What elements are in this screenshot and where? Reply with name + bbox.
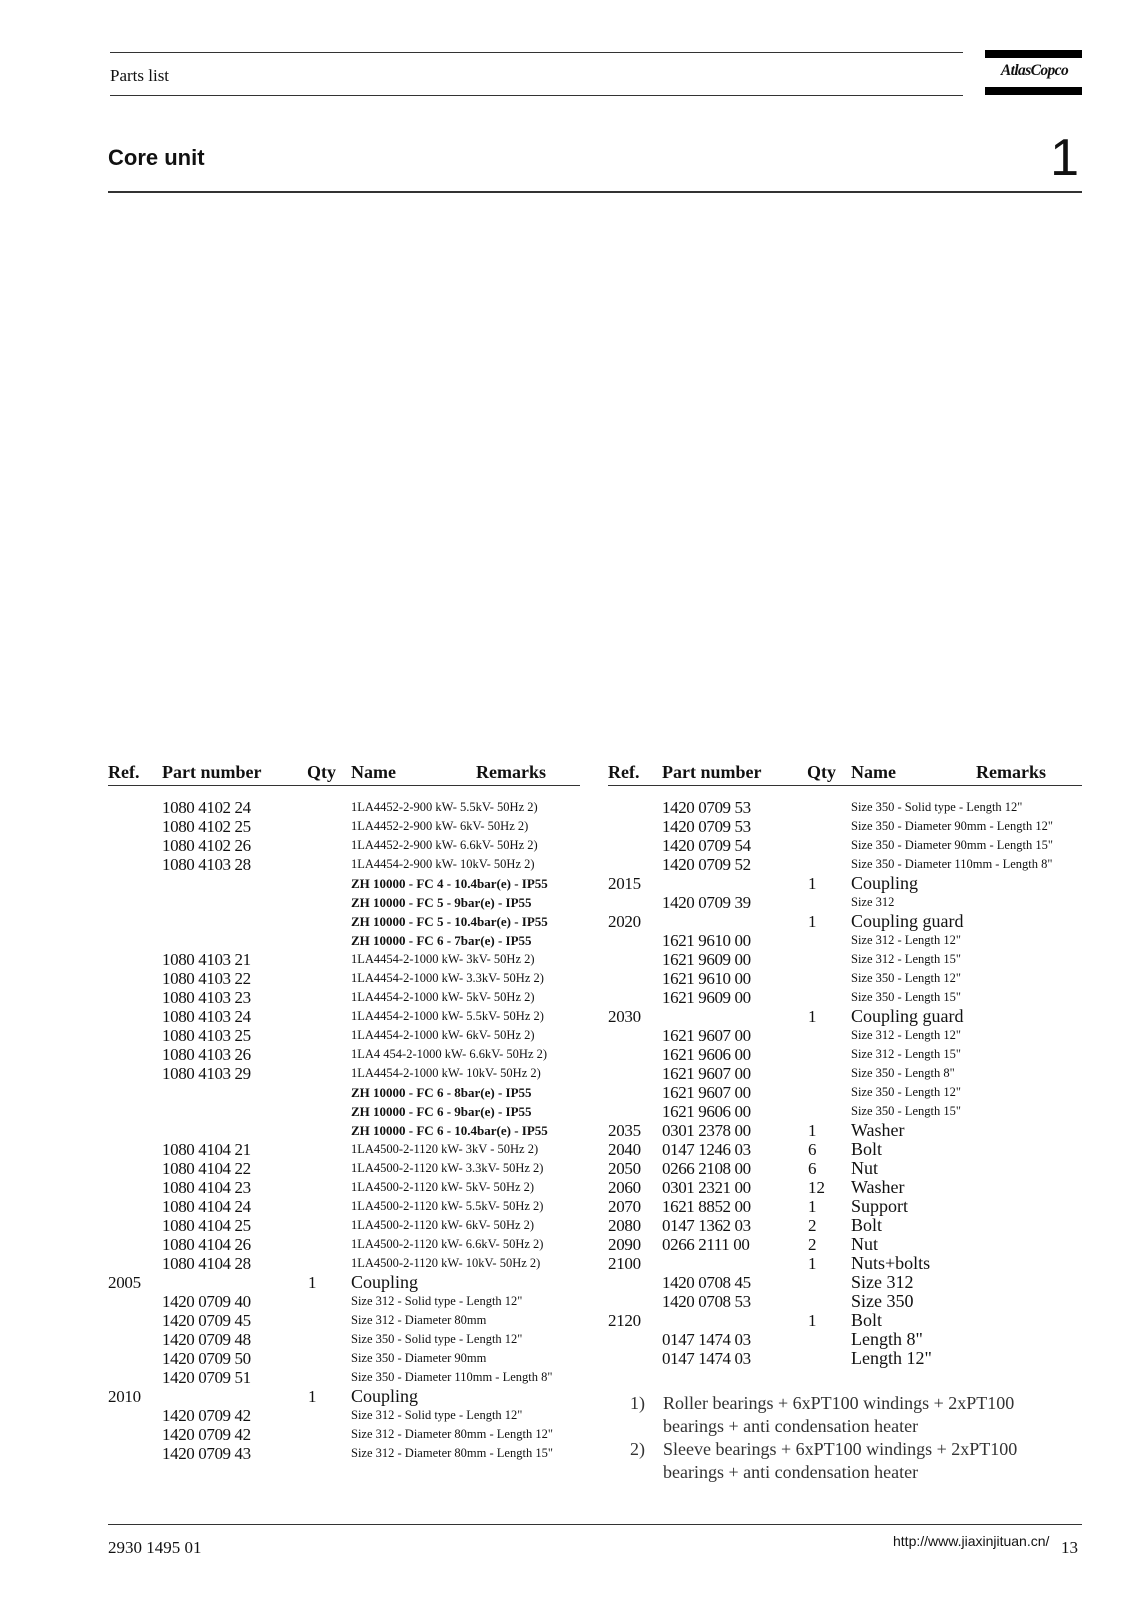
part-number-cell: 1080 4103 24 xyxy=(162,1007,251,1026)
name-cell: ZH 10000 - FC 6 - 9bar(e) - IP55 xyxy=(351,1104,532,1119)
ref-cell: 2015 xyxy=(608,874,641,893)
table-row xyxy=(108,969,580,988)
name-cell: Size 350 - Length 8" xyxy=(851,1066,955,1080)
col-part-number: Part number xyxy=(162,762,262,782)
name-cell: Bolt xyxy=(851,1215,883,1235)
name-cell: Size 312 - Diameter 80mm - Length 12" xyxy=(351,1427,553,1441)
part-number-cell: 1080 4103 25 xyxy=(162,1026,251,1045)
name-cell: 1LA4454-2-1000 kW- 5.5kV- 50Hz 2) xyxy=(351,1009,544,1023)
qty-cell: 12 xyxy=(808,1178,825,1197)
col-remarks: Remarks xyxy=(976,762,1046,782)
part-number-cell: 0266 2108 00 xyxy=(662,1159,751,1178)
name-cell: 1LA4500-2-1120 kW- 10kV- 50Hz 2) xyxy=(351,1256,541,1270)
name-cell: Size 312 - Diameter 80mm - Length 15" xyxy=(351,1446,553,1460)
source-url[interactable]: http://www.jiaxinjituan.cn/ xyxy=(893,1533,1050,1549)
table-row xyxy=(108,836,580,855)
name-cell: 1LA4452-2-900 kW- 5.5kV- 50Hz 2) xyxy=(351,800,538,814)
qty-cell: 1 xyxy=(808,874,817,893)
name-cell: 1LA4454-2-1000 kW- 5kV- 50Hz 2) xyxy=(351,990,535,1004)
part-number-cell: 1621 9607 00 xyxy=(662,1064,751,1083)
ref-cell: 2100 xyxy=(608,1254,641,1273)
part-number-cell: 1420 0709 50 xyxy=(162,1349,251,1368)
footnote-text: Roller bearings + 6xPT100 windings + 2xPT100 xyxy=(663,1393,1015,1413)
name-cell: Coupling xyxy=(851,873,919,893)
part-number-cell: 1080 4104 26 xyxy=(162,1235,251,1254)
table-row xyxy=(108,1216,580,1235)
ref-cell: 2120 xyxy=(608,1311,641,1330)
qty-cell: 1 xyxy=(808,1311,817,1330)
name-cell: 1LA4500-2-1120 kW- 6.6kV- 50Hz 2) xyxy=(351,1237,544,1251)
table-row xyxy=(108,1444,580,1463)
table-row xyxy=(608,1083,1082,1102)
table-row xyxy=(608,969,1082,988)
name-cell: Washer xyxy=(851,1177,905,1197)
part-number-cell: 1420 0709 42 xyxy=(162,1425,251,1444)
part-number-cell: 1621 9607 00 xyxy=(662,1026,751,1045)
part-number-cell: 1080 4103 21 xyxy=(162,950,251,969)
table-row xyxy=(108,912,580,931)
name-cell: 1LA4 454-2-1000 kW- 6.6kV- 50Hz 2) xyxy=(351,1047,548,1061)
name-cell: 1LA4500-2-1120 kW- 5.5kV- 50Hz 2) xyxy=(351,1199,544,1213)
part-number-cell: 1420 0708 45 xyxy=(662,1273,751,1292)
table-row xyxy=(608,1140,1082,1159)
table-row xyxy=(108,1235,580,1254)
part-number-cell: 1420 0709 54 xyxy=(662,836,751,855)
name-cell: Nut xyxy=(851,1234,878,1254)
footnote-1 xyxy=(630,1393,1070,1439)
table-row xyxy=(608,798,1082,817)
part-number-cell: 1621 8852 00 xyxy=(662,1197,751,1216)
part-number-cell: 0147 1474 03 xyxy=(662,1349,751,1368)
name-cell: Size 312 xyxy=(851,895,895,909)
name-cell: Size 312 - Length 15" xyxy=(851,1047,961,1061)
page-number: 13 xyxy=(1061,1538,1078,1557)
name-cell: Bolt xyxy=(851,1139,883,1159)
part-number-cell: 0301 2321 00 xyxy=(662,1178,751,1197)
table-row xyxy=(108,1425,580,1444)
part-number-cell: 0147 1362 03 xyxy=(662,1216,751,1235)
table-row xyxy=(108,1102,580,1121)
table-row xyxy=(108,988,580,1007)
table-row xyxy=(608,931,1082,950)
table-row xyxy=(108,1406,580,1425)
name-cell: ZH 10000 - FC 6 - 7bar(e) - IP55 xyxy=(351,933,532,948)
col-part-number: Part number xyxy=(662,762,762,782)
name-cell: 1LA4454-2-1000 kW- 10kV- 50Hz 2) xyxy=(351,1066,541,1080)
col-remarks: Remarks xyxy=(476,762,546,782)
table-row xyxy=(608,1064,1082,1083)
name-cell: ZH 10000 - FC 4 - 10.4bar(e) - IP55 xyxy=(351,876,548,891)
part-number-cell: 1080 4104 25 xyxy=(162,1216,251,1235)
header-top-rule xyxy=(110,52,963,53)
table-row xyxy=(608,1121,1082,1140)
table-row xyxy=(608,912,1082,931)
name-cell: 1LA4500-2-1120 kW- 5kV- 50Hz 2) xyxy=(351,1180,535,1194)
name-cell: Size 312 xyxy=(851,1272,914,1292)
part-number-cell: 1420 0709 40 xyxy=(162,1292,251,1311)
name-cell: 1LA4452-2-900 kW- 6kV- 50Hz 2) xyxy=(351,819,529,833)
col-ref: Ref. xyxy=(608,762,640,782)
part-number-cell: 1080 4103 23 xyxy=(162,988,251,1007)
table-row xyxy=(608,1159,1082,1178)
table-row xyxy=(608,1292,1082,1311)
part-number-cell: 1420 0709 48 xyxy=(162,1330,251,1349)
name-cell: Size 350 - Diameter 110mm - Length 8" xyxy=(351,1370,553,1384)
qty-cell: 1 xyxy=(808,1007,817,1026)
table-row xyxy=(108,1007,580,1026)
table-row xyxy=(108,817,580,836)
name-cell: Coupling xyxy=(351,1272,419,1292)
qty-cell: 1 xyxy=(308,1273,317,1292)
name-cell: ZH 10000 - FC 6 - 10.4bar(e) - IP55 xyxy=(351,1123,548,1138)
part-number-cell: 1420 0709 43 xyxy=(162,1444,251,1463)
qty-cell: 1 xyxy=(808,912,817,931)
table-row xyxy=(108,1387,580,1406)
ref-cell: 2035 xyxy=(608,1121,641,1140)
right-header-rule xyxy=(608,785,1082,786)
name-cell: Size 312 - Solid type - Length 12" xyxy=(351,1408,523,1422)
name-cell: Length 12" xyxy=(851,1348,932,1368)
table-row xyxy=(108,1140,580,1159)
name-cell: Washer xyxy=(851,1120,905,1140)
name-cell: Size 350 - Length 15" xyxy=(851,1104,961,1118)
name-cell: Nuts+bolts xyxy=(851,1253,931,1273)
table-row xyxy=(608,855,1082,874)
qty-cell: 1 xyxy=(808,1254,817,1273)
ref-cell: 2010 xyxy=(108,1387,141,1406)
left-parts-table xyxy=(108,798,580,1463)
table-row xyxy=(608,1311,1082,1330)
part-number-cell: 1080 4102 24 xyxy=(162,798,251,817)
part-number-cell: 1080 4104 21 xyxy=(162,1140,251,1159)
name-cell: Size 350 - Length 12" xyxy=(851,971,961,985)
name-cell: Size 312 - Diameter 80mm xyxy=(351,1313,487,1327)
ref-cell: 2070 xyxy=(608,1197,641,1216)
name-cell: 1LA4452-2-900 kW- 6.6kV- 50Hz 2) xyxy=(351,838,538,852)
name-cell: 1LA4454-2-900 kW- 10kV- 50Hz 2) xyxy=(351,857,535,871)
name-cell: Nut xyxy=(851,1158,878,1178)
name-cell: Size 350 - Solid type - Length 12" xyxy=(351,1332,523,1346)
name-cell: Coupling guard xyxy=(851,1006,964,1026)
part-number-cell: 1080 4103 26 xyxy=(162,1045,251,1064)
table-row xyxy=(108,1311,580,1330)
table-row xyxy=(608,1235,1082,1254)
name-cell: Size 350 - Solid type - Length 12" xyxy=(851,800,1023,814)
ref-cell: 2060 xyxy=(608,1178,641,1197)
name-cell: 1LA4454-2-1000 kW- 3kV- 50Hz 2) xyxy=(351,952,535,966)
table-row xyxy=(608,950,1082,969)
part-number-cell: 1420 0709 39 xyxy=(662,893,751,912)
table-row xyxy=(108,1330,580,1349)
part-number-cell: 1621 9609 00 xyxy=(662,988,751,1007)
part-number-cell: 1420 0709 52 xyxy=(662,855,751,874)
table-row xyxy=(608,836,1082,855)
table-row xyxy=(108,1064,580,1083)
table-row xyxy=(108,1368,580,1387)
name-cell: Size 312 - Length 12" xyxy=(851,1028,961,1042)
right-parts-table xyxy=(608,798,1082,1368)
name-cell: Bolt xyxy=(851,1310,883,1330)
chapter-number: 1 xyxy=(1050,129,1079,187)
table-row xyxy=(608,1007,1082,1026)
name-cell: 1LA4500-2-1120 kW- 6kV- 50Hz 2) xyxy=(351,1218,535,1232)
part-number-cell: 1080 4103 29 xyxy=(162,1064,251,1083)
part-number-cell: 0147 1246 03 xyxy=(662,1140,751,1159)
name-cell: Size 350 - Diameter 110mm - Length 8" xyxy=(851,857,1053,871)
part-number-cell: 1621 9610 00 xyxy=(662,931,751,950)
table-row xyxy=(108,1083,580,1102)
part-number-cell: 1420 0708 53 xyxy=(662,1292,751,1311)
name-cell: Size 350 - Diameter 90mm - Length 12" xyxy=(851,819,1053,833)
qty-cell: 1 xyxy=(308,1387,317,1406)
header-bottom-rule xyxy=(110,95,963,96)
name-cell: Length 8" xyxy=(851,1329,923,1349)
footnote-text: bearings + anti condensation heater xyxy=(663,1416,919,1436)
name-cell: Size 350 - Length 12" xyxy=(851,1085,961,1099)
brand-wordmark: AtlasCopco xyxy=(1000,62,1069,79)
col-name: Name xyxy=(851,762,896,782)
table-row xyxy=(608,1216,1082,1235)
table-row xyxy=(608,1254,1082,1273)
page-title: Core unit xyxy=(108,145,205,170)
table-row xyxy=(108,1197,580,1216)
name-cell: Size 350 - Length 15" xyxy=(851,990,961,1004)
name-cell: Size 312 - Length 12" xyxy=(851,933,961,947)
part-number-cell: 1621 9609 00 xyxy=(662,950,751,969)
table-row xyxy=(608,893,1082,912)
name-cell: Coupling guard xyxy=(851,911,964,931)
part-number-cell: 1080 4103 22 xyxy=(162,969,251,988)
part-number-cell: 1080 4104 24 xyxy=(162,1197,251,1216)
footnote-2 xyxy=(630,1439,1070,1485)
part-number-cell: 1080 4104 22 xyxy=(162,1159,251,1178)
table-row xyxy=(608,1178,1082,1197)
table-row xyxy=(608,1349,1082,1368)
table-row xyxy=(108,1026,580,1045)
name-cell: Size 350 - Diameter 90mm xyxy=(351,1351,487,1365)
table-row xyxy=(608,1102,1082,1121)
qty-cell: 1 xyxy=(808,1197,817,1216)
name-cell: 1LA4454-2-1000 kW- 3.3kV- 50Hz 2) xyxy=(351,971,544,985)
table-row xyxy=(608,1197,1082,1216)
table-row xyxy=(608,1026,1082,1045)
part-number-cell: 1621 9606 00 xyxy=(662,1102,751,1121)
name-cell: 1LA4500-2-1120 kW- 3.3kV- 50Hz 2) xyxy=(351,1161,544,1175)
col-qty: Qty xyxy=(807,762,836,782)
qty-cell: 2 xyxy=(808,1235,817,1254)
part-number-cell: 1621 9606 00 xyxy=(662,1045,751,1064)
qty-cell: 1 xyxy=(808,1121,817,1140)
table-row xyxy=(608,817,1082,836)
part-number-cell: 0147 1474 03 xyxy=(662,1330,751,1349)
title-rule xyxy=(108,191,1082,193)
table-row xyxy=(108,950,580,969)
part-number-cell: 0301 2378 00 xyxy=(662,1121,751,1140)
name-cell: Size 350 xyxy=(851,1291,914,1311)
footer-rule xyxy=(108,1524,1082,1525)
name-cell: ZH 10000 - FC 5 - 9bar(e) - IP55 xyxy=(351,895,532,910)
footnote-number: 1) xyxy=(630,1393,645,1413)
part-number-cell: 1420 0709 45 xyxy=(162,1311,251,1330)
part-number-cell: 1420 0709 51 xyxy=(162,1368,251,1387)
table-row xyxy=(608,874,1082,893)
table-row xyxy=(108,1045,580,1064)
ref-cell: 2080 xyxy=(608,1216,641,1235)
left-header-rule xyxy=(108,785,580,786)
part-number-cell: 1621 9610 00 xyxy=(662,969,751,988)
part-number-cell: 1621 9607 00 xyxy=(662,1083,751,1102)
table-row xyxy=(108,893,580,912)
table-row xyxy=(108,874,580,893)
table-row xyxy=(108,931,580,950)
footnote-text: bearings + anti condensation heater xyxy=(663,1462,919,1482)
ref-cell: 2040 xyxy=(608,1140,641,1159)
part-number-cell: 1080 4102 25 xyxy=(162,817,251,836)
part-number-cell: 1080 4104 28 xyxy=(162,1254,251,1273)
ref-cell: 2090 xyxy=(608,1235,641,1254)
name-cell: ZH 10000 - FC 6 - 8bar(e) - IP55 xyxy=(351,1085,532,1100)
table-row xyxy=(108,1159,580,1178)
name-cell: Size 350 - Diameter 90mm - Length 15" xyxy=(851,838,1053,852)
table-row xyxy=(108,1292,580,1311)
col-name: Name xyxy=(351,762,396,782)
part-number-cell: 1080 4102 26 xyxy=(162,836,251,855)
part-number-cell: 1420 0709 53 xyxy=(662,817,751,836)
qty-cell: 2 xyxy=(808,1216,817,1235)
col-qty: Qty xyxy=(307,762,336,782)
name-cell: Support xyxy=(851,1196,909,1216)
part-number-cell: 1420 0709 42 xyxy=(162,1406,251,1425)
footnote-number: 2) xyxy=(630,1439,645,1459)
part-number-cell: 1080 4103 28 xyxy=(162,855,251,874)
table-row xyxy=(608,1330,1082,1349)
section-label: Parts list xyxy=(110,66,170,85)
part-number-cell: 1080 4104 23 xyxy=(162,1178,251,1197)
ref-cell: 2005 xyxy=(108,1273,141,1292)
name-cell: 1LA4454-2-1000 kW- 6kV- 50Hz 2) xyxy=(351,1028,535,1042)
table-row xyxy=(608,1273,1082,1292)
name-cell: Size 312 - Length 15" xyxy=(851,952,961,966)
ref-cell: 2020 xyxy=(608,912,641,931)
table-row xyxy=(108,1121,580,1140)
part-number-cell: 0266 2111 00 xyxy=(662,1235,750,1254)
name-cell: 1LA4500-2-1120 kW- 3kV - 50Hz 2) xyxy=(351,1142,539,1156)
name-cell: Coupling xyxy=(351,1386,419,1406)
qty-cell: 6 xyxy=(808,1159,817,1178)
table-row xyxy=(608,988,1082,1007)
table-row xyxy=(608,1045,1082,1064)
table-row xyxy=(108,855,580,874)
footnote-text: Sleeve bearings + 6xPT100 windings + 2xPT100 xyxy=(663,1439,1018,1459)
name-cell: Size 312 - Solid type - Length 12" xyxy=(351,1294,523,1308)
table-row xyxy=(108,798,580,817)
table-row xyxy=(108,1254,580,1273)
name-cell: ZH 10000 - FC 5 - 10.4bar(e) - IP55 xyxy=(351,914,548,929)
ref-cell: 2030 xyxy=(608,1007,641,1026)
atlas-copco-logo xyxy=(985,50,1082,95)
qty-cell: 6 xyxy=(808,1140,817,1159)
table-row xyxy=(108,1349,580,1368)
table-row xyxy=(108,1178,580,1197)
table-row xyxy=(108,1273,580,1292)
ref-cell: 2050 xyxy=(608,1159,641,1178)
part-number-cell: 1420 0709 53 xyxy=(662,798,751,817)
document-number: 2930 1495 01 xyxy=(108,1538,202,1557)
col-ref: Ref. xyxy=(108,762,140,782)
